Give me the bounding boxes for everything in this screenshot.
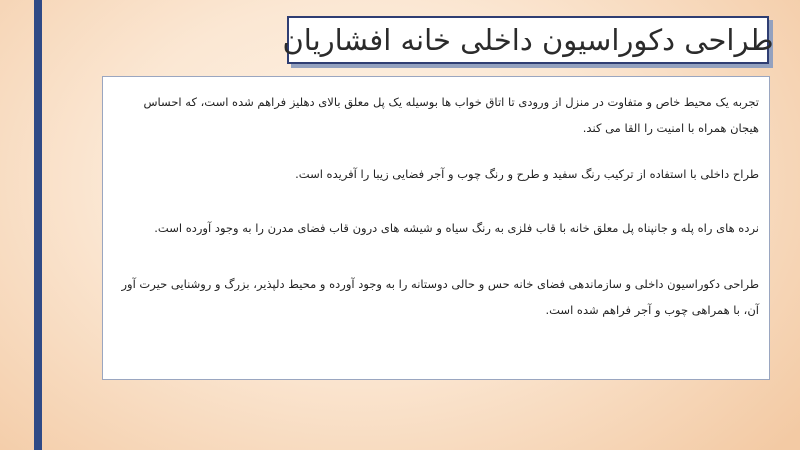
page-title: طراحی دکوراسیون داخلی خانه افشاریان — [282, 23, 774, 57]
title-box — [282, 16, 774, 64]
left-accent-bar — [34, 0, 42, 450]
paragraph-3: نرده های راه پله و جانپناه پل معلق خانه با قاب فلزی به رنگ سیاه و شیشه های درون قاب فضای مدرن را به وجود آورده است. — [154, 221, 759, 235]
content-box — [102, 76, 770, 380]
paragraph-2: طراح داخلی با استفاده از ترکیب رنگ سفید و طرح و رنگ چوب و آجر فضایی زیبا را آفریده است. — [295, 167, 759, 181]
paragraph-1: تجربه یک محیط خاص و متفاوت در منزل از ورودی تا اتاق خواب ها بوسیله یک پل معلق بالای دهلیز فراهم شده است، که احساس هیجان همراه با امنیت را القا می کند. — [143, 95, 759, 135]
paragraph-4: طراحی دکوراسیون داخلی و سازماندهی فضای خانه حس و حالی دوستانه را به وجود آورده و محیط دلپذیر، بزرگ و روشنایی حیرت آور آن، با همراهی چوب و آجر فراهم شده است. — [121, 277, 759, 317]
